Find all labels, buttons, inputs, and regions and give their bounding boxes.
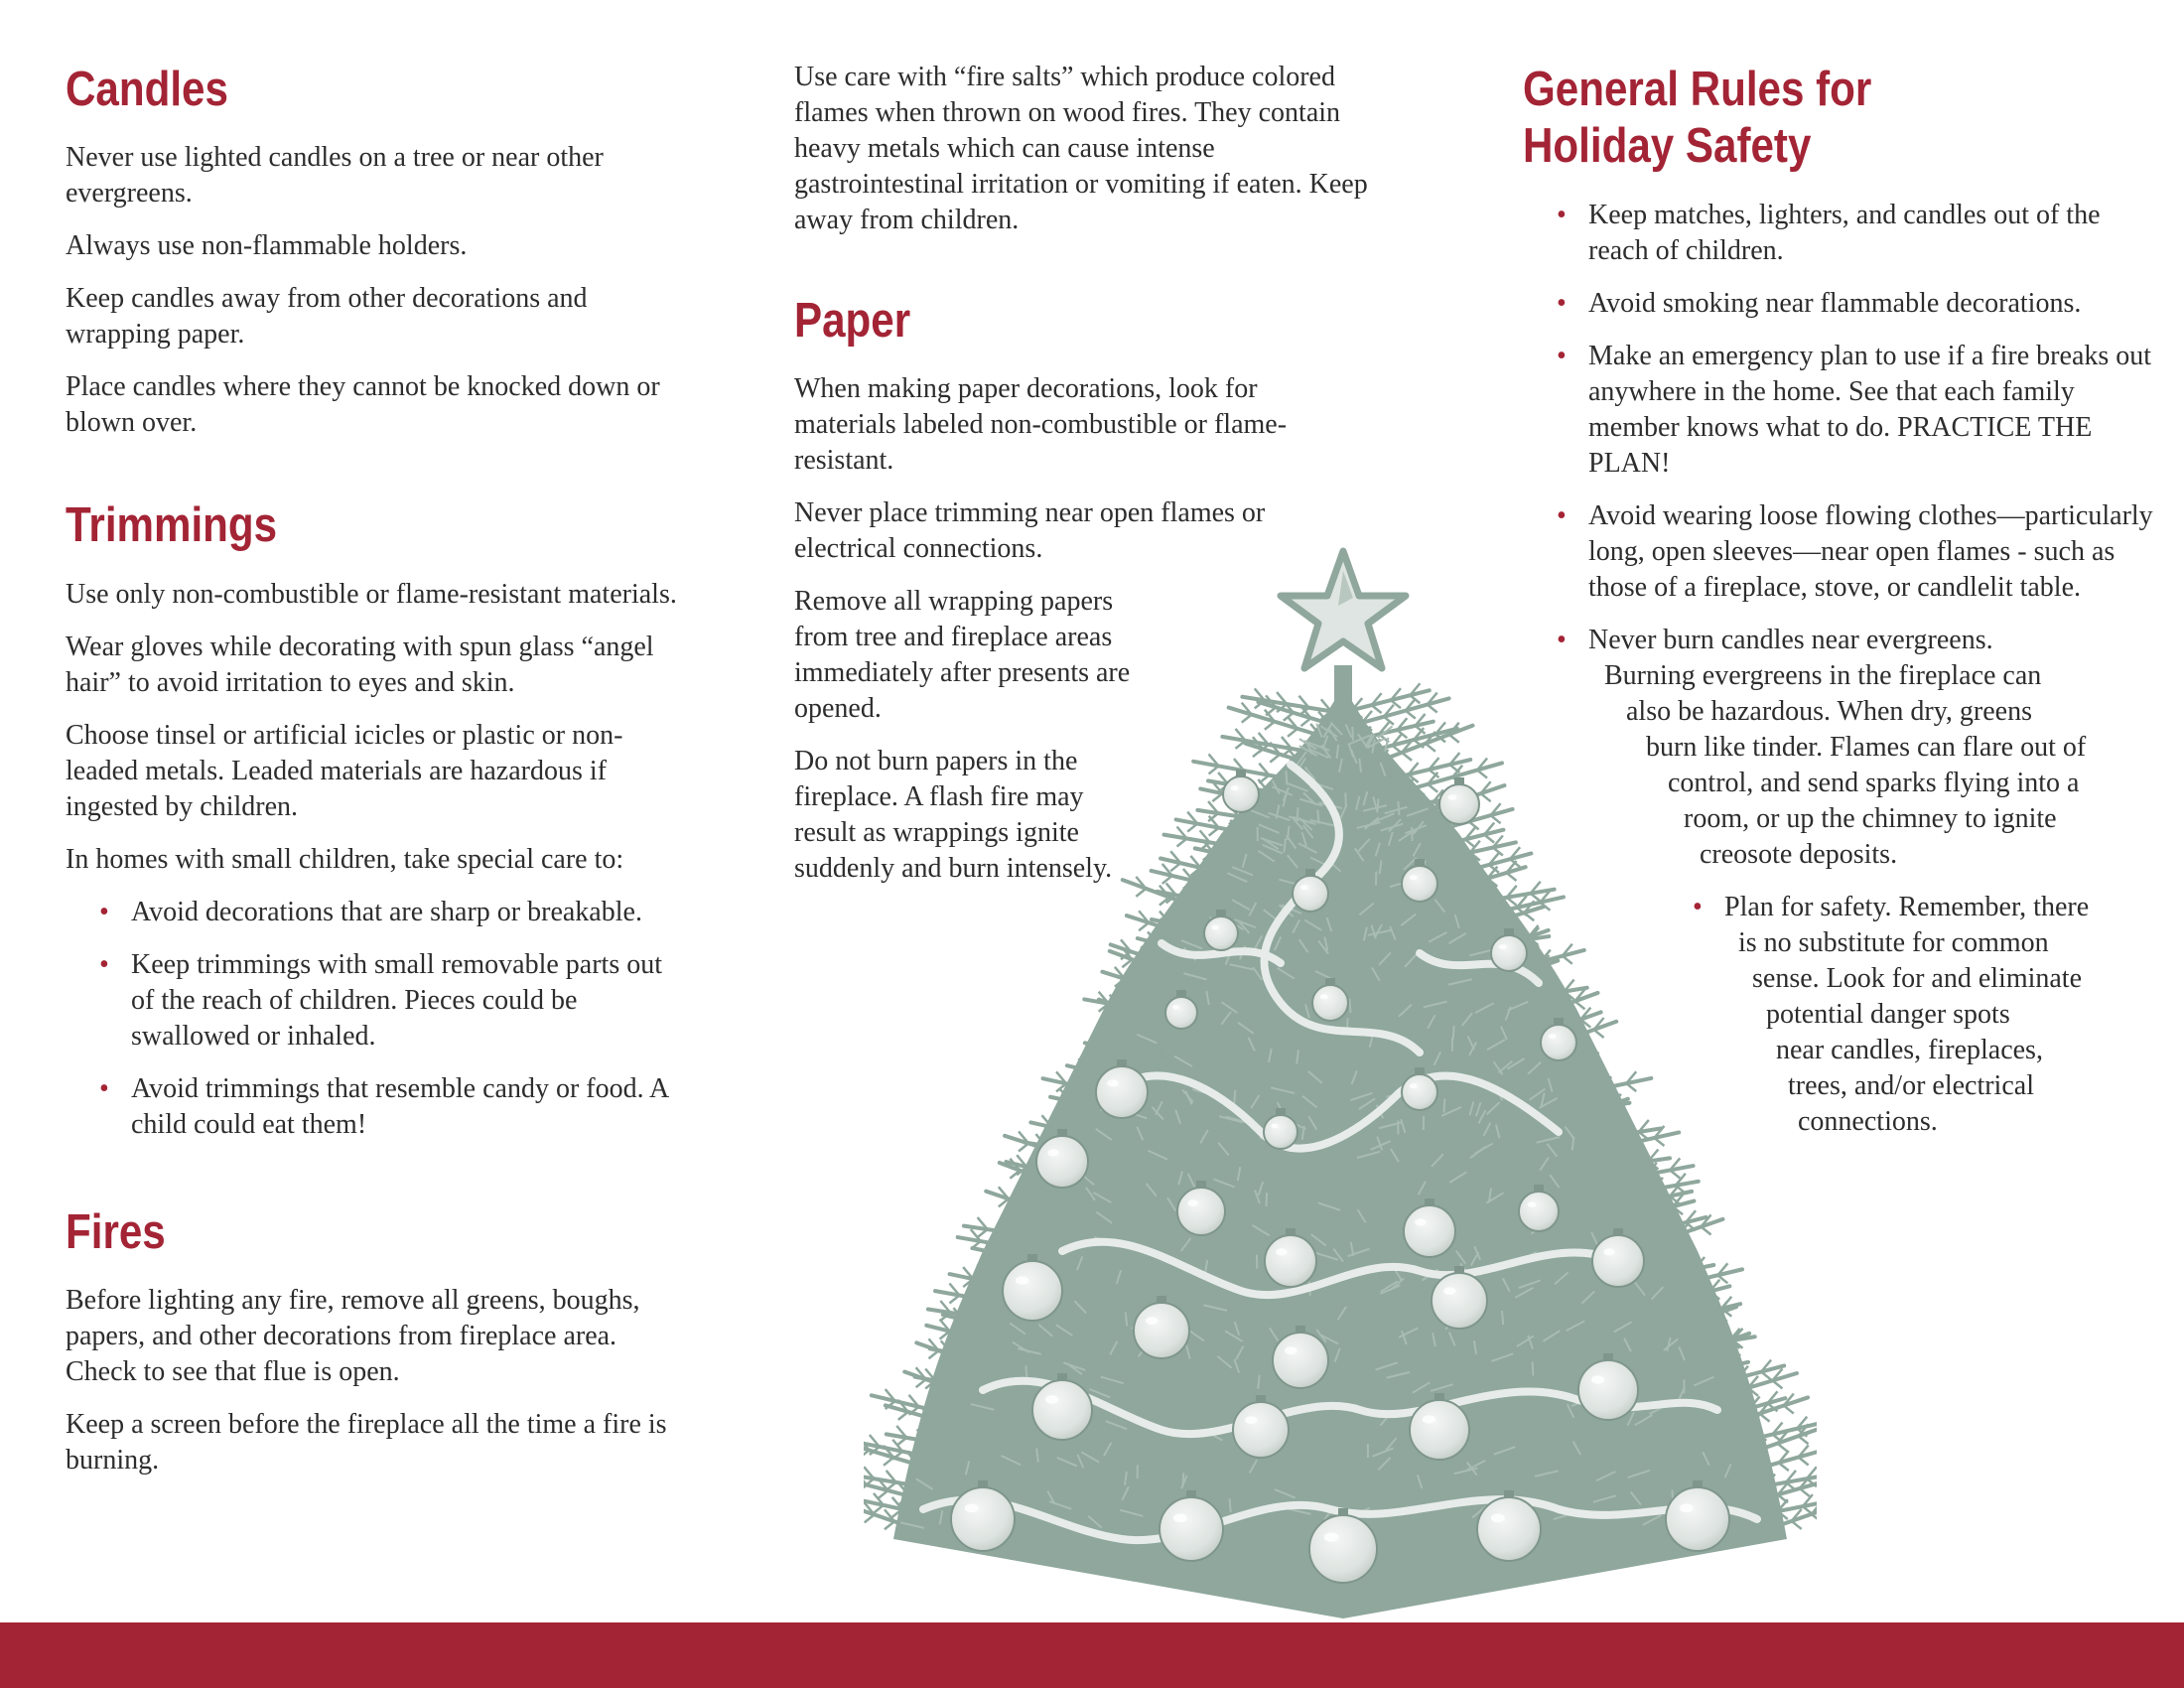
trimmings-paragraph-1: Use only non-combustible or flame-resistant materials.	[66, 578, 677, 610]
list-item-line: also be hazardous. When dry, greens	[1626, 695, 2032, 727]
bullet-icon: •	[1557, 199, 1567, 230]
list-item-line: Burning evergreens in the fireplace can	[1604, 659, 2042, 691]
footer-bar	[0, 1622, 2184, 1688]
bullet-icon: •	[1557, 340, 1567, 371]
general-heading-line-2: Holiday Safety	[1523, 119, 1812, 174]
list-item: • Avoid decorations that are sharp or breakable.	[131, 895, 687, 930]
fires-paragraph-3: Use care with “fire salts” which produce colored flames when thrown on wood fires. They contain heavy metals which can cause intense gastrointestinal irritation or vomiting if eaten. Keep away from children.	[794, 62, 1368, 235]
bullet-icon: •	[99, 1072, 109, 1104]
list-item-line: connections.	[1798, 1105, 1938, 1137]
candles-paragraph-2: Always use non-flammable holders.	[66, 230, 468, 262]
list-item: • Avoid trimmings that resemble candy or food. A child could eat them!	[99, 1072, 668, 1140]
candles-heading: Candles	[66, 63, 228, 116]
fires-paragraph-2: Keep a screen before the fireplace all the time a fire is burning.	[66, 1408, 667, 1476]
trimmings-paragraph-4: In homes with small children, take special care to:	[66, 843, 624, 875]
paper-paragraph-2: Never place trimming near open flames or electrical connections.	[794, 497, 1266, 565]
trimmings-bullet-list	[99, 895, 687, 1143]
bullet-icon: •	[1557, 499, 1567, 531]
paper-paragraph-4: Do not burn papers in the fireplace. A flash fire may result as wrappings ignite suddenly and burn intensely.	[794, 746, 1113, 885]
paper-paragraph-3: Remove all wrapping papers from tree and fireplace areas immediately after presents are opened.	[794, 586, 1131, 725]
candles-paragraph-4: Place candles where they cannot be knocked down or blown over.	[66, 371, 660, 439]
paper-heading: Paper	[794, 294, 911, 348]
list-item-line: creosote deposits.	[1700, 838, 1898, 870]
fires-paragraph-1: Before lighting any fire, remove all greens, boughs, papers, and other decorations from fireplace area. Check to see that flue is open.	[66, 1284, 640, 1387]
christmas-tree-illustration	[864, 536, 1817, 1628]
list-item: • Avoid wearing loose flowing clothes—particularly long, open sleeves—near open flames - such as those of a fireplace, stove, or candlelit table.	[1557, 499, 2153, 603]
paper-paragraph-1: When making paper decorations, look for materials labeled non-combustible or flame-resistant.	[794, 373, 1288, 477]
list-item-line: Plan for safety. Remember, there	[1724, 891, 2090, 922]
list-item-line: burn like tinder. Flames can flare out of	[1646, 731, 2087, 763]
bullet-icon: •	[99, 896, 109, 927]
candles-paragraph-3: Keep candles away from other decorations and wrapping paper.	[66, 283, 588, 351]
list-item-line: sense. Look for and eliminate	[1752, 962, 2083, 994]
trimmings-paragraph-2: Wear gloves while decorating with spun glass “angel hair” to avoid irritation to eyes and skin.	[66, 631, 654, 698]
candles-paragraph-1: Never use lighted candles on a tree or near other evergreens.	[66, 142, 604, 210]
list-item: • Keep matches, lighters, and candles out of the reach of children.	[1557, 199, 2101, 266]
star-icon	[1281, 551, 1406, 668]
list-item-line: is no substitute for common	[1738, 926, 2049, 958]
trimmings-paragraph-3: Choose tinsel or artificial icicles or plastic or non-leaded metals. Leaded materials are hazardous if ingested by children.	[66, 719, 623, 822]
bullet-icon: •	[1557, 624, 1567, 655]
left-column	[66, 62, 681, 1495]
bullet-icon: •	[1693, 891, 1703, 922]
bullet-icon: •	[1557, 287, 1567, 319]
list-item-line: control, and send sparks flying into a	[1668, 767, 2080, 798]
list-item-line: Never burn candles near evergreens.	[1588, 624, 1993, 655]
list-item: • Avoid smoking near flammable decorations.	[1588, 286, 2154, 322]
general-heading-line-1: General Rules for	[1523, 63, 1872, 116]
list-item: • Keep trimmings with small removable parts out of the reach of children. Pieces could be swallowed or inhaled.	[99, 948, 663, 1052]
list-item-line: trees, and/or electrical	[1788, 1069, 2034, 1101]
trimmings-heading: Trimmings	[66, 498, 278, 553]
list-item: • Make an emergency plan to use if a fire breaks out anywhere in the home. See that each family member knows what to do. PRACTICE THE PLAN!	[1557, 340, 2152, 479]
list-item-line: room, or up the chimney to ignite	[1684, 802, 2057, 834]
list-item-line: potential danger spots	[1766, 998, 2010, 1030]
bullet-icon: •	[99, 948, 109, 980]
list-item-line: near candles, fireplaces,	[1776, 1034, 2043, 1065]
fires-heading: Fires	[66, 1204, 166, 1259]
tree-body-icon	[864, 665, 1817, 1618]
